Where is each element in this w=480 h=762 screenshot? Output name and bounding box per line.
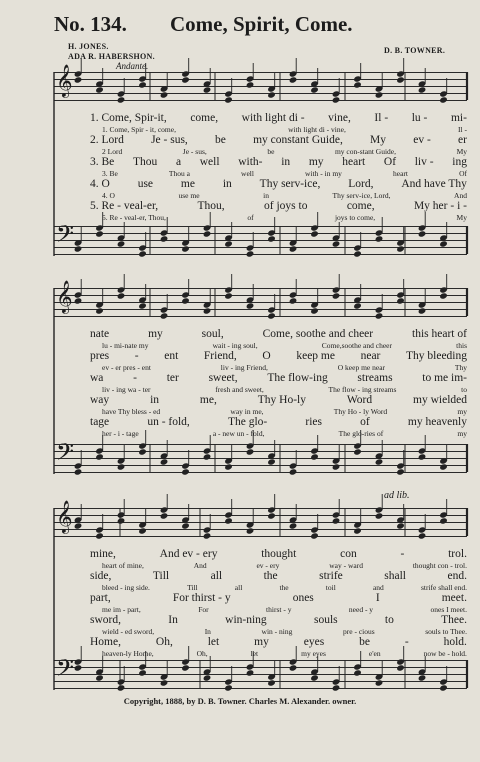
lyric-word: ries xyxy=(305,416,322,428)
lyric-word: - xyxy=(134,350,139,362)
lyric-word: Il - xyxy=(458,125,467,134)
lyric-word: be xyxy=(359,636,370,648)
lyric-word: part, xyxy=(90,592,111,604)
lyric-word: un - fold, xyxy=(147,416,190,428)
lyric-line-small xyxy=(102,649,467,658)
words-credit: H. JONES. xyxy=(68,42,109,51)
lyric-word: all xyxy=(210,570,223,582)
words-credit-2: ADA R. HABERSHON. xyxy=(68,52,155,61)
treble-staff-2 xyxy=(54,282,467,318)
lyric-line-small xyxy=(102,561,467,570)
lyric-word: souls xyxy=(313,614,338,626)
lyric-word: way xyxy=(90,394,110,406)
lyric-word: wait - ing soul, xyxy=(212,341,258,350)
treble-staff-3 xyxy=(54,502,467,538)
lyric-word: nate xyxy=(90,328,110,340)
lyric-word: Thy bleeding xyxy=(406,350,467,362)
lyric-word: my eyes xyxy=(301,649,326,658)
lyric-word: soul, xyxy=(201,328,224,340)
lyric-word: Il - xyxy=(374,112,389,124)
lyric-word: sweet, xyxy=(208,372,238,384)
lyric-word: let xyxy=(250,649,259,658)
lyric-word: streams xyxy=(357,372,393,384)
lyric-word: Je - sus, xyxy=(182,147,207,156)
lyric-word: near xyxy=(360,350,381,362)
lyric-word: And xyxy=(193,561,207,570)
lyric-word: ing xyxy=(452,156,467,168)
lyric-word: use me xyxy=(178,191,200,200)
lyric-word: meet. xyxy=(441,592,467,604)
lyric-word: win - ning xyxy=(261,627,293,636)
lyric-word: vine, xyxy=(328,112,351,124)
lyric-word: Till xyxy=(152,570,170,582)
lyric-word: My xyxy=(456,147,467,156)
lyric-word: this heart of xyxy=(412,328,467,340)
lyric-word: liv - ing Friend, xyxy=(220,363,268,372)
lyric-line xyxy=(90,328,467,340)
lyric-line-small xyxy=(102,407,467,416)
lyric-word: 2 Lord xyxy=(102,147,123,156)
lyric-word: 5. Re - veal-er, Thou, xyxy=(102,213,166,222)
lyric-word: have Thy bless - ed xyxy=(102,407,161,416)
lyric-word: 4. O xyxy=(102,191,115,200)
lyric-word: sword, xyxy=(90,614,121,626)
hymn-number: No. 134. xyxy=(54,12,127,36)
lyric-word: 4. O xyxy=(90,178,110,190)
lyric-word: The glo- xyxy=(227,416,268,428)
lyric-word: Je - sus, xyxy=(151,134,188,146)
ad-lib-marking: ad lib. xyxy=(384,490,410,501)
lyric-word: the xyxy=(279,583,289,592)
lyric-word: 2. Lord xyxy=(90,134,124,146)
lyric-word: fresh and sweet, xyxy=(215,385,264,394)
lyric-line xyxy=(90,548,467,560)
lyric-word: Of xyxy=(383,156,397,168)
lyric-word: me im - part, xyxy=(102,605,141,614)
lyric-line xyxy=(90,178,467,190)
lyric-word: O xyxy=(262,350,271,362)
lyric-word: 1. Come, Spir - it, come, xyxy=(102,125,176,134)
lyric-word: to xyxy=(461,385,467,394)
lyric-word: with- xyxy=(238,156,263,168)
lyric-line xyxy=(90,200,467,212)
lyric-word: 1. Come, Spir-it, xyxy=(90,112,167,124)
lyric-word: strife shall end. xyxy=(420,583,467,592)
treble-clef-icon: 𝄞 xyxy=(56,66,73,97)
bass-clef-icon: 𝄢 xyxy=(56,440,75,471)
lyric-word: ent xyxy=(164,350,179,362)
lyric-line xyxy=(90,636,467,648)
lyric-word: to me im- xyxy=(422,372,467,384)
lyric-word: come, xyxy=(190,112,219,124)
lyric-word: to xyxy=(384,614,394,626)
lyric-word: The glo-ries of xyxy=(338,429,384,438)
lyric-word: me, xyxy=(199,394,217,406)
lyric-word: thought xyxy=(261,548,297,560)
lyric-word: tage xyxy=(90,416,110,428)
lyric-word: joys to come, xyxy=(334,213,376,222)
lyric-word: be xyxy=(215,134,226,146)
lyric-line-small xyxy=(102,583,467,592)
lyric-word: my xyxy=(457,407,467,416)
lyric-word: Thou a xyxy=(168,169,190,178)
hymn-title: Come, Spirit, Come. xyxy=(170,12,353,36)
lyric-word: my constant Guide, xyxy=(253,134,343,146)
lyric-line-small xyxy=(102,341,467,350)
lyric-word: come, xyxy=(346,200,375,212)
lyric-word: of xyxy=(247,213,254,222)
lyric-word: wield - ed sword, xyxy=(102,627,155,636)
lyric-word: keep me xyxy=(296,350,335,362)
lyric-word: er xyxy=(457,134,467,146)
bass-clef-icon: 𝄢 xyxy=(56,656,75,687)
lyric-word: the xyxy=(263,570,278,582)
lyric-word: use xyxy=(137,178,154,190)
lyric-word: My her - i - xyxy=(413,200,467,212)
lyric-word: ev - ery xyxy=(256,561,280,570)
lyric-word: well xyxy=(199,156,220,168)
lyric-word: my wielded xyxy=(413,394,467,406)
lyric-word: heart xyxy=(393,169,408,178)
lyric-word: ev - xyxy=(413,134,431,146)
lyric-word: Home, xyxy=(90,636,121,648)
lyric-word: pre - cious xyxy=(343,627,375,636)
lyric-line-small xyxy=(102,213,467,222)
lyric-line xyxy=(90,614,467,626)
lyric-word: way in me, xyxy=(230,407,264,416)
lyric-word: In xyxy=(168,614,178,626)
lyric-word: e'en xyxy=(368,649,381,658)
lyric-word: - xyxy=(133,372,137,384)
lyric-word: with light di - vine, xyxy=(288,125,346,134)
lyric-word: my xyxy=(148,328,163,340)
lyric-line-small xyxy=(102,147,467,156)
lyric-word: in xyxy=(222,178,232,190)
lyrics-system-2 xyxy=(54,328,467,438)
lyric-word: in xyxy=(150,394,160,406)
lyric-line-small xyxy=(102,363,467,372)
lyric-word: The flow - ing streams xyxy=(328,385,397,394)
lyric-word: eyes xyxy=(303,636,325,648)
lyric-word: hold. xyxy=(443,636,467,648)
lyric-line xyxy=(90,394,467,406)
lyric-word: Come,soothe and cheer xyxy=(321,341,392,350)
lyric-word: The flow-ing xyxy=(267,372,328,384)
lyric-word: bleed - ing side. xyxy=(102,583,150,592)
lyric-word: mi- xyxy=(450,112,467,124)
lyric-word: way - ward xyxy=(329,561,363,570)
lyric-word: win-ning xyxy=(225,614,267,626)
lyric-word: be xyxy=(267,147,275,156)
bass-staff-3 xyxy=(54,656,467,690)
lyric-line-small xyxy=(102,125,467,134)
lyric-word: and xyxy=(372,583,384,592)
lyric-word: Thy Ho-ly xyxy=(257,394,306,406)
lyric-word: 3. Be xyxy=(102,169,118,178)
lyric-word: ones xyxy=(292,592,314,604)
lyric-word: my xyxy=(254,636,269,648)
lyric-word: side, xyxy=(90,570,112,582)
lyric-word: well xyxy=(241,169,254,178)
lyric-word: My xyxy=(456,213,467,222)
lyric-word: strife xyxy=(319,570,343,582)
lyric-word: heart xyxy=(342,156,366,168)
lyric-line-small xyxy=(102,191,467,200)
lyric-word: Thy serv-ice, Lord, xyxy=(332,191,391,200)
lyric-word: O keep me near xyxy=(337,363,386,372)
lyric-word: Come, soothe and cheer xyxy=(262,328,374,340)
tempo-marking: Andante. xyxy=(116,61,149,71)
lyric-line-small xyxy=(102,429,467,438)
lyric-word: And have Thy xyxy=(401,178,467,190)
lyric-word: Thy serv-ice, xyxy=(259,178,321,190)
lyric-word: pres xyxy=(90,350,110,362)
lyric-word: liv - xyxy=(414,156,434,168)
lyric-word: my xyxy=(457,429,467,438)
lyric-word: Of xyxy=(459,169,467,178)
lyric-word: con xyxy=(340,548,357,560)
lyric-word: mine, xyxy=(90,548,116,560)
lyrics-system-1 xyxy=(54,112,467,222)
copyright-notice: Copyright, 1888, by D. B. Towner. Charles M. Alexander. owner. xyxy=(123,696,357,706)
lyric-word: For xyxy=(198,605,209,614)
lyric-word: I xyxy=(375,592,380,604)
lyric-word: my con-stant Guide, xyxy=(334,147,396,156)
lyric-word: In xyxy=(204,627,211,636)
lyric-line xyxy=(90,570,467,582)
lyric-word: this xyxy=(456,341,467,350)
lyric-word: now be - hold. xyxy=(423,649,467,658)
lyric-line xyxy=(90,134,467,146)
lyric-word: with light di - xyxy=(241,112,305,124)
lyric-word: ones I meet. xyxy=(430,605,467,614)
lyric-word: heart of mine, xyxy=(102,561,144,570)
lyric-word: thought con - trol. xyxy=(412,561,467,570)
lyric-word: 5. Re - veal-er, xyxy=(90,200,159,212)
bass-staff-2 xyxy=(54,440,467,474)
lyric-word: me xyxy=(180,178,195,190)
lyric-line xyxy=(90,372,467,384)
lyric-word: 3. Be xyxy=(90,156,115,168)
lyric-word: liv - ing wa - ter xyxy=(102,385,151,394)
lyric-word: For thirst - y xyxy=(172,592,231,604)
lyric-word: toil xyxy=(325,583,336,592)
lyric-word: let xyxy=(207,636,220,648)
lyric-line xyxy=(90,156,467,168)
lyric-word: Thou xyxy=(132,156,158,168)
lyric-word: wa xyxy=(90,372,104,384)
lyric-word: ter xyxy=(166,372,179,384)
lyric-word: of joys to xyxy=(264,200,308,212)
lyric-word: a - new un - fold, xyxy=(212,429,265,438)
lyric-line-small xyxy=(102,605,467,614)
lyric-line-small xyxy=(102,385,467,394)
treble-clef-icon: 𝄞 xyxy=(56,502,73,533)
lyric-word: Thee. xyxy=(441,614,467,626)
lyric-word: souls to Thee. xyxy=(425,627,467,636)
lyric-word: my heavenly xyxy=(407,416,467,428)
lyric-word: lu - mi-nate my xyxy=(102,341,149,350)
lyric-word: trol. xyxy=(448,548,467,560)
lyric-word: - xyxy=(400,548,405,560)
lyric-word: Thy xyxy=(454,363,467,372)
lyric-word: Oh, xyxy=(196,649,208,658)
lyric-word: And xyxy=(454,191,467,200)
lyric-word: Friend, xyxy=(203,350,237,362)
lyric-word: my xyxy=(308,156,324,168)
music-credit: D. B. TOWNER. xyxy=(384,46,446,55)
lyric-word: lu - xyxy=(411,112,428,124)
lyric-word: her - i - tage xyxy=(102,429,139,438)
lyric-word: need - y xyxy=(348,605,374,614)
lyric-word: - xyxy=(404,636,409,648)
lyric-word: Lord, xyxy=(348,178,374,190)
lyric-word: a xyxy=(175,156,182,168)
lyric-word: And ev - ery xyxy=(159,548,218,560)
lyric-word: with - in my xyxy=(305,169,342,178)
lyric-word: shall xyxy=(384,570,406,582)
lyric-line xyxy=(90,112,467,124)
lyric-word: Thou, xyxy=(197,200,225,212)
bass-staff-1 xyxy=(54,222,467,256)
lyric-word: ev - er pres - ent xyxy=(102,363,151,372)
lyric-word: Till xyxy=(187,583,198,592)
lyric-word: Thy Ho - ly Word xyxy=(333,407,388,416)
lyric-word: all xyxy=(234,583,243,592)
bass-clef-icon: 𝄢 xyxy=(56,222,75,253)
lyric-word: heaven-ly Home, xyxy=(102,649,154,658)
lyric-line xyxy=(90,592,467,604)
lyric-line-small xyxy=(102,627,467,636)
lyrics-system-3 xyxy=(54,548,467,658)
lyric-line xyxy=(90,416,467,428)
lyric-word: Oh, xyxy=(155,636,173,648)
treble-clef-icon: 𝄞 xyxy=(56,282,73,313)
lyric-word: thirst - y xyxy=(266,605,292,614)
lyric-word: Word xyxy=(346,394,373,406)
lyric-word: My xyxy=(370,134,387,146)
lyric-line-small xyxy=(102,169,467,178)
lyric-line xyxy=(90,350,467,362)
lyric-word: in xyxy=(263,191,269,200)
lyric-word: of xyxy=(360,416,370,428)
lyric-word: end. xyxy=(447,570,467,582)
lyric-word: in xyxy=(281,156,291,168)
